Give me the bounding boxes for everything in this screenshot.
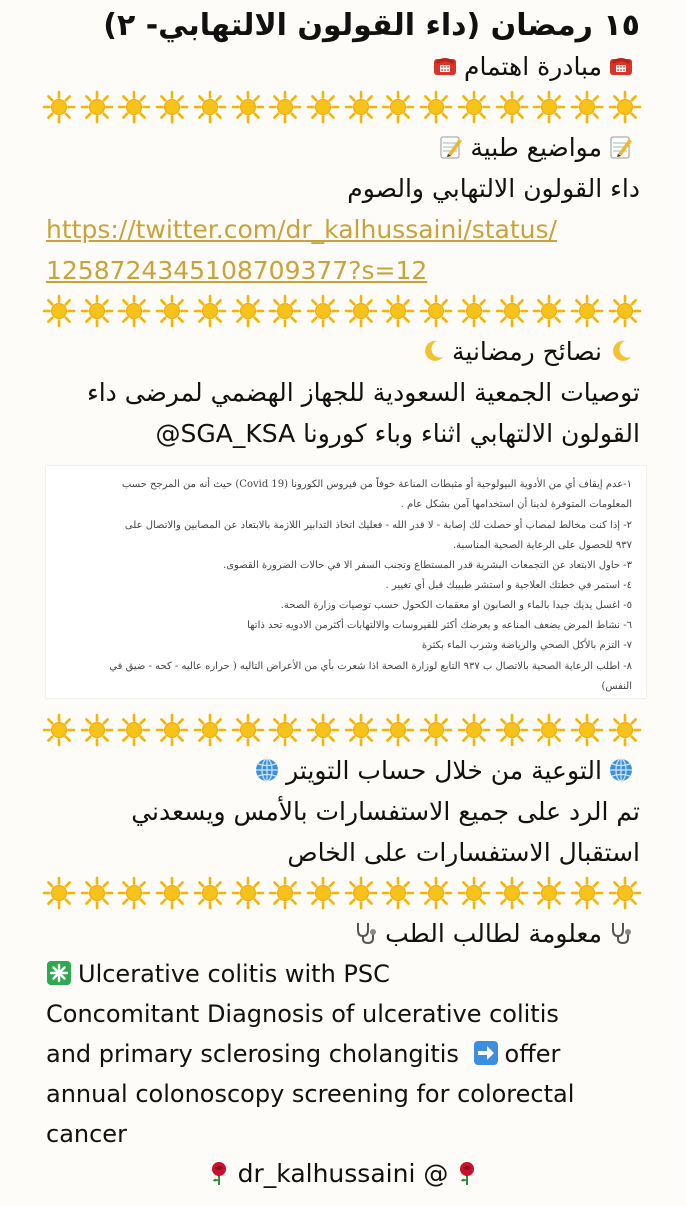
- sun-icon: [268, 876, 302, 910]
- sun-icon: [231, 713, 265, 747]
- awareness-heading: [0, 750, 686, 791]
- sun-divider: [0, 291, 686, 331]
- sun-icon: [381, 876, 415, 910]
- sun-icon: [193, 294, 227, 328]
- document-line: ٤- استمر في خطتك العلاجية و استشر طبيبك قبل أي تغيير .: [385, 580, 632, 591]
- sun-icon: [608, 294, 642, 328]
- crescent-moon-icon: [608, 338, 634, 364]
- sun-icon: [419, 713, 453, 747]
- document-line: ٥- اغسل يديك جيدا بالماء و الصابون او معقمات الكحول حسب توصيات وزارة الصحة.: [280, 600, 632, 611]
- right-arrow-icon: [473, 1040, 499, 1066]
- sun-icon: [193, 713, 227, 747]
- sun-icon: [570, 294, 604, 328]
- topic-link-line2[interactable]: 1258724345108709377?s=12: [46, 256, 428, 285]
- rose-icon: [454, 1160, 480, 1186]
- awareness-line1: تم الرد على جميع الاستفسارات بالأمس ويسعدني: [131, 797, 640, 826]
- sun-icon: [117, 294, 151, 328]
- medical-topics-heading: [0, 127, 686, 168]
- sun-icon: [268, 713, 302, 747]
- page-title: ١٥ رمضان (داء القولون الالتهابي- ٢): [103, 8, 640, 43]
- sun-icon: [532, 294, 566, 328]
- sun-icon: [570, 713, 604, 747]
- document-line: ٨- اطلب الرعاية الصحية بالاتصال ب ٩٣٧ التابع لوزارة الصحة اذا شعرت بأي من الأعراض التاليه ( حراره عاليه - كحه - ضيق في: [109, 661, 632, 672]
- sun-icon: [306, 713, 340, 747]
- sun-icon: [42, 713, 76, 747]
- telephone-icon: [608, 53, 634, 79]
- medical-topics-label: مواضيع طبية: [470, 133, 602, 162]
- student-info-label: معلومة لطالب الطب: [385, 919, 602, 948]
- page: [0, 6, 686, 1206]
- sun-icon: [570, 90, 604, 124]
- ramadan-tip-line2: القولون الالتهابي اثناء وباء كورونا SGA_KSA@: [155, 419, 640, 448]
- en-line4: annual colonoscopy screening for colorectal: [46, 1080, 575, 1108]
- sun-icon: [381, 713, 415, 747]
- memo-icon: [438, 134, 464, 160]
- initiative-text: مبادرة اهتمام: [463, 52, 602, 81]
- sun-icon: [532, 876, 566, 910]
- sun-icon: [344, 713, 378, 747]
- sun-icon: [155, 294, 189, 328]
- sun-icon: [419, 876, 453, 910]
- sun-icon: [42, 876, 76, 910]
- sun-icon: [306, 90, 340, 124]
- sun-icon: [608, 876, 642, 910]
- sun-icon: [231, 90, 265, 124]
- sun-icon: [495, 90, 529, 124]
- document-line: ٣- حاول الابتعاد عن التجمعات البشرية قدر المستطاع وتجنب السفر الا في حالات الضرورة القصوى.: [223, 560, 632, 571]
- eight-spoked-asterisk-icon: [46, 960, 72, 986]
- sun-icon: [155, 713, 189, 747]
- sun-icon: [457, 876, 491, 910]
- sun-icon: [344, 294, 378, 328]
- sun-icon: [155, 90, 189, 124]
- sun-icon: [117, 713, 151, 747]
- en-line2: Concomitant Diagnosis of ulcerative colitis: [46, 1000, 559, 1028]
- document-line: ٢- إذا كنت مخالط لمصاب أو حصلت لك إصابة - لا قدر الله - فعليك اتخاذ التدابير اللازمة بالابتعاد عن المصابين والاتصال على: [124, 520, 632, 531]
- sun-icon: [117, 90, 151, 124]
- sun-divider: [0, 710, 686, 750]
- en-line5: cancer: [46, 1120, 127, 1148]
- sun-icon: [457, 294, 491, 328]
- sun-icon: [80, 294, 114, 328]
- sun-icon: [80, 713, 114, 747]
- recommendations-document-image: [46, 466, 646, 698]
- sun-icon: [419, 294, 453, 328]
- en-line3-a: and primary sclerosing cholangitis: [46, 1040, 459, 1068]
- sun-icon: [42, 294, 76, 328]
- sun-icon: [381, 90, 415, 124]
- document-lines: [58, 476, 632, 695]
- document-line: ٦- نشاط المرض يضعف المناعه و يعرضك أكثر للفيروسات والالتهابات أكثرمن الادويه تحد ذاتها: [247, 620, 632, 631]
- sun-icon: [193, 90, 227, 124]
- telephone-icon: [432, 53, 458, 79]
- globe-icon: [254, 757, 280, 783]
- document-line: ٧- التزم بالأكل الصحي والرياضة وشرب الماء بكثرة: [421, 640, 632, 651]
- medical-topic-text: داء القولون الالتهابي والصوم: [347, 174, 640, 203]
- sun-icon: [495, 294, 529, 328]
- sun-icon: [268, 294, 302, 328]
- sun-icon: [231, 294, 265, 328]
- sun-icon: [193, 876, 227, 910]
- stethoscope-icon: [608, 920, 634, 946]
- sun-icon: [570, 876, 604, 910]
- student-info-en3: [0, 1034, 686, 1074]
- sun-icon: [457, 90, 491, 124]
- awareness-label: التوعية من خلال حساب التويتر: [286, 756, 602, 785]
- topic-link[interactable]: [0, 209, 686, 291]
- signature-text: dr_kalhussaini @: [237, 1159, 449, 1188]
- sun-icon: [495, 713, 529, 747]
- en-line3-b: offer: [504, 1040, 561, 1068]
- ramadan-tips-heading: [0, 331, 686, 372]
- student-info-heading: [0, 913, 686, 954]
- rose-icon: [206, 1160, 232, 1186]
- sun-icon: [495, 876, 529, 910]
- crescent-moon-icon: [420, 338, 446, 364]
- awareness-line2: استقبال الاستفسارات على الخاص: [287, 838, 640, 867]
- topic-link-line1[interactable]: https://twitter.com/dr_kalhussaini/status/: [46, 215, 557, 244]
- sun-icon: [608, 713, 642, 747]
- ramadan-tips-label: نصائح رمضانية: [452, 337, 602, 366]
- sun-icon: [344, 876, 378, 910]
- sun-icon: [532, 713, 566, 747]
- sun-icon: [231, 876, 265, 910]
- document-line: المعلومات المتوفرة لدينا أن استخدامها آمن بشكل عام .: [400, 499, 632, 510]
- signature-line: [0, 1154, 686, 1194]
- document-line: ٩٣٧ للحصول على الرعاية الصحية المناسبة.: [453, 540, 632, 551]
- sun-icon: [155, 876, 189, 910]
- memo-icon: [608, 134, 634, 160]
- sun-icon: [532, 90, 566, 124]
- sun-icon: [42, 90, 76, 124]
- document-line: ١-عدم إيقاف أي من الأدوية البيولوجية أو مثبطات المناعة خوفاً من فيروس الكورونا (Covid 19) حيث أنه من المرجح حسب: [121, 479, 632, 490]
- sun-divider: [0, 87, 686, 127]
- sun-icon: [344, 90, 378, 124]
- globe-icon: [608, 757, 634, 783]
- initiative-line: [0, 46, 686, 87]
- en-line1: Ulcerative colitis with PSC: [78, 960, 390, 988]
- stethoscope-icon: [353, 920, 379, 946]
- sun-icon: [419, 90, 453, 124]
- sun-icon: [457, 713, 491, 747]
- document-line: النفس): [601, 681, 632, 692]
- sun-divider: [0, 873, 686, 913]
- student-info-en1: [0, 954, 686, 994]
- sun-icon: [608, 90, 642, 124]
- sun-icon: [117, 876, 151, 910]
- ramadan-tip-line1: توصيات الجمعية السعودية للجهاز الهضمي لمرضى داء: [86, 378, 640, 407]
- sun-icon: [306, 294, 340, 328]
- sun-icon: [80, 876, 114, 910]
- sun-icon: [381, 294, 415, 328]
- sun-icon: [268, 90, 302, 124]
- sun-icon: [306, 876, 340, 910]
- sun-icon: [80, 90, 114, 124]
